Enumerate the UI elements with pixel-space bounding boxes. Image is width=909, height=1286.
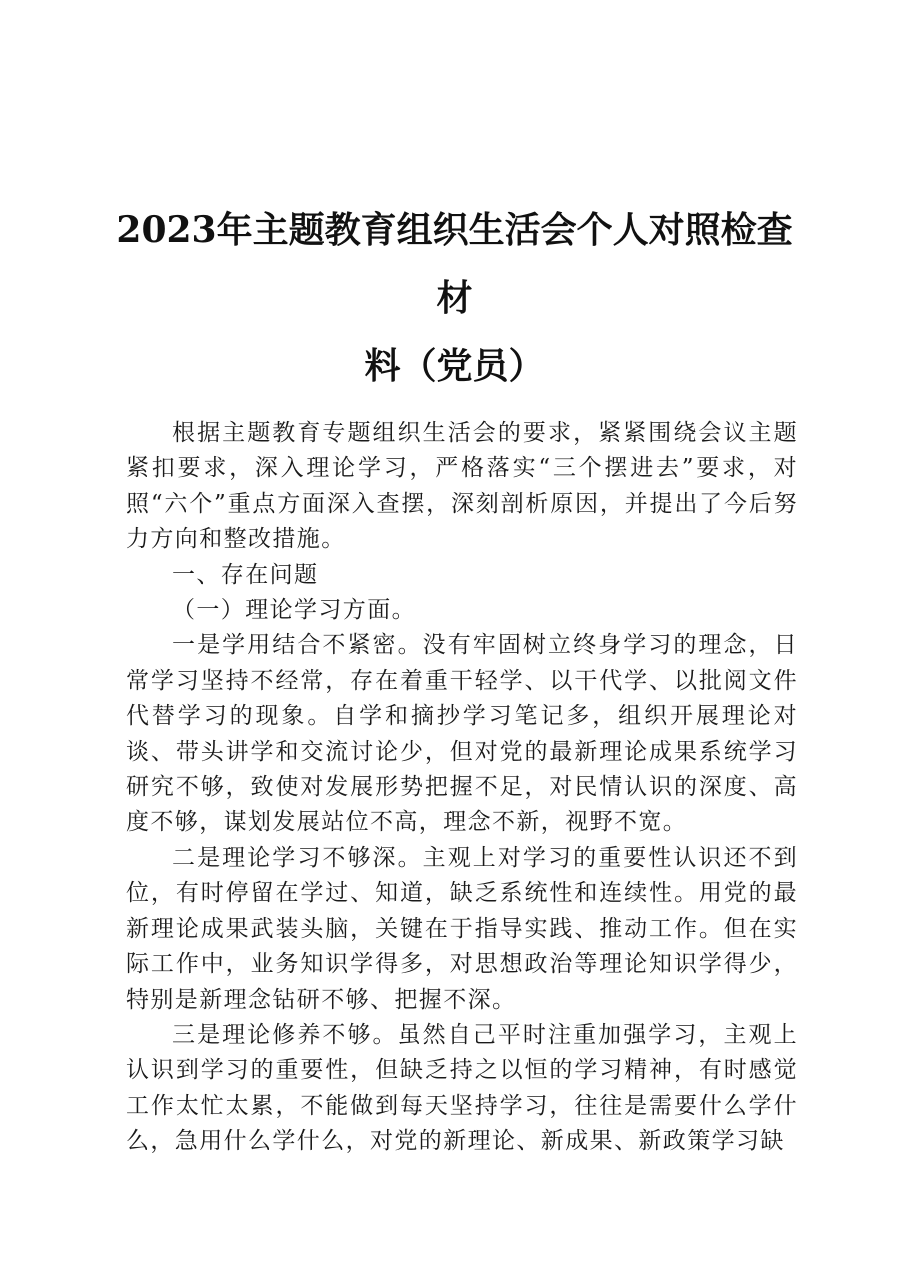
paragraph-point-2: 二是理论学习不够深。主观上对学习的重要性认识还不到位，有时停留在学过、知道，缺乏系统性和连续性。用党的最新理论成果武装头脑，关键在于指导实践、推动工作。但在实际工作中，业务知识学得多，对思想政治等理论知识学得少，特别是新理念钻研不够、把握不深。 <box>126 844 798 1013</box>
paragraph-point-3: 三是理论修养不够。虽然自己平时注重加强学习，主观上认识到学习的重要性，但缺乏持之以恒的学习精神，有时感觉工作太忙太累，不能做到每天坚持学习，往往是需要什么学什么，急用什么学什么，对党的新理论、新成果、新政策学习缺 <box>126 1021 798 1155</box>
paragraph-intro: 根据主题教育专题组织生活会的要求，紧紧围绕会议主题紧扣要求，深入理论学习，严格落实“三个摆进去”要求，对照“六个”重点方面深入查摆，深刻剖析原因，并提出了今后努力方向和整改措施。 <box>126 420 798 553</box>
heading-subsection-1: （一）理论学习方面。 <box>172 597 416 624</box>
document-title <box>110 196 799 400</box>
paragraph-point-1: 一是学用结合不紧密。没有牢固树立终身学习的理念，日常学习坚持不经常，存在着重干轻学、以干代学、以批阅文件代替学习的现象。自学和摘抄学习笔记多，组织开展理论对谈、带头讲学和交流讨论少，但对党的最新理论成果系统学习研究不够，致使对发展形势把握不足，对民情认识的深度、高度不够，谋划发展站位不高，理念不新，视野不宽。 <box>126 632 798 836</box>
title-line-1: 2023年主题教育组织生活会个人对照检查材 <box>116 209 793 319</box>
document-body <box>126 416 798 1160</box>
title-line-2: 料（党员） <box>364 345 545 387</box>
heading-section-1: 一、存在问题 <box>172 561 319 588</box>
